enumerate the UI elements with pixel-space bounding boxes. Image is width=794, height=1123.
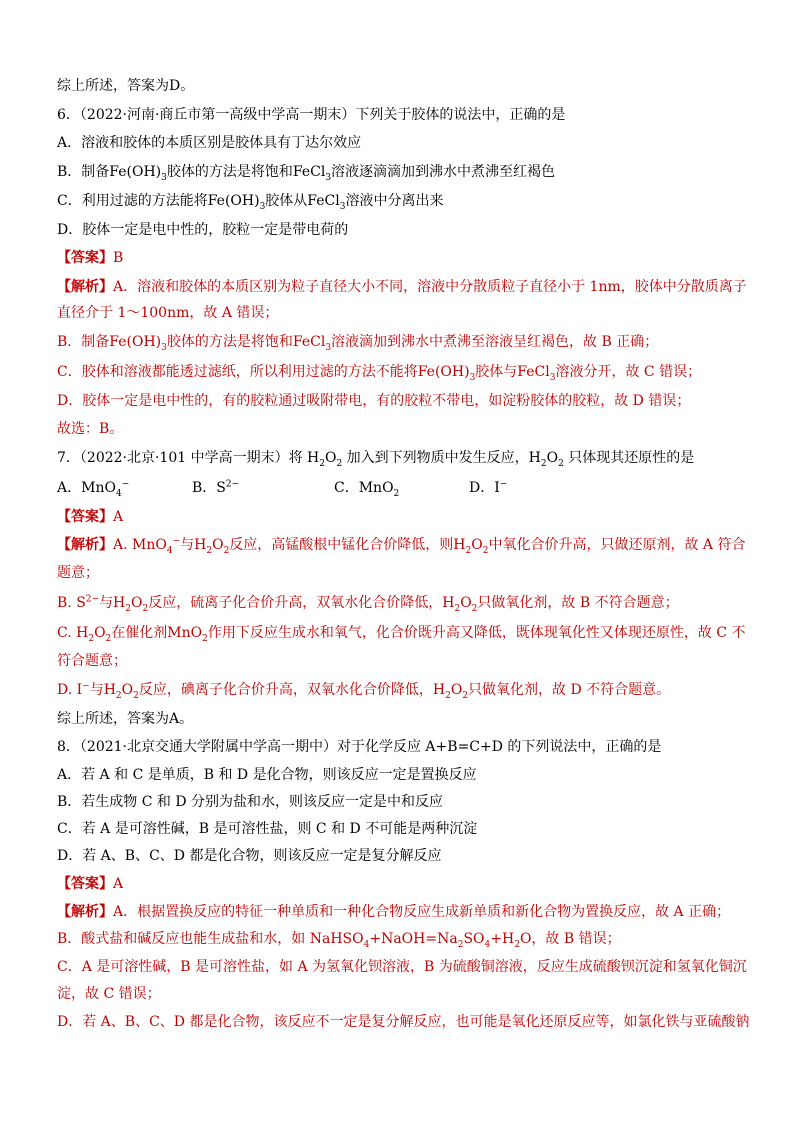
q6-option-b: B．制备$Fe(OH)_3$胶体的方法是将饱和FeCl$_3$溶液逐滴滴加到沸水中煮沸至红褐色 — [57, 164, 556, 183]
q8-analysis-c-line1: C．A 是可溶性碱，B 是可溶性盐，如 A 为氢氧化钡溶液，B 为硫酸铜溶液，反应生成硫酸钡沉淀和氢氧化铜沉 — [57, 959, 747, 975]
q5-conclusion: 综上所述，答案为D。 — [57, 78, 195, 94]
q6-stem: 6．（2022·河南·商丘市第一高级中学高一期末）下列关于胶体的说法中，正确的是 — [57, 107, 566, 123]
q6-analysis-c: C．胶体和溶液都能透过滤纸，所以利用过滤的方法不能将$Fe(OH)_3$胶体与FeCl$_3$溶液分开，故 C 错误； — [57, 364, 702, 383]
q6-option-a: A．溶液和胶体的本质区别是胶体具有丁达尔效应 — [57, 135, 362, 151]
q8-analysis-a: 【解析】A．根据置换反应的特征一种单质和一种化合物反应生成新单质和新化合物为置换反应，故 A 正确； — [57, 904, 731, 920]
q7-option-d: D．I− — [469, 479, 508, 496]
q7-answer: 【答案】A — [57, 509, 124, 525]
analysis-tag: 【解析】 — [57, 279, 113, 295]
answer-tag: 【答案】 — [57, 876, 113, 892]
q8-analysis-d: D．若 A、B、C、D 都是化合物，该反应不一定是复分解反应，也可能是氧化还原反应等，如氯化铁与亚硫酸钠 — [57, 1014, 750, 1030]
q7-analysis-a-line2: 题意； — [57, 565, 99, 581]
q6-analysis-b: B．制备$Fe(OH)_3$胶体的方法是将饱和FeCl$_3$溶液滴加到沸水中煮沸至溶液呈红褐色，故 B 正确； — [57, 334, 659, 353]
q8-option-a: A．若 A 和 C 是单质，B 和 D 是化合物，则该反应一定是置换反应 — [57, 767, 477, 783]
q8-option-c: C．若 A 是可溶性碱，B 是可溶性盐，则 C 和 D 不可能是两种沉淀 — [57, 821, 478, 837]
answer-tag: 【答案】 — [57, 509, 113, 525]
q7-analysis-a-line1: 【解析】A. MnO$_4$−与$H_2O_2$反应，高锰酸根中锰化合价降低，则$H_2O_2$中氧化合价升高，只做还原剂，故 A 符合 — [57, 536, 746, 556]
q7-conclusion: 综上所述，答案为A。 — [57, 711, 194, 727]
q7-analysis-c-line2: 符合题意； — [57, 653, 127, 669]
q7-stem: 7．（2022·北京·101 中学高一期末）将 $H_2O_2$ 加入到下列物质中发生反应，$H_2O_2$ 只体现其还原性的是 — [57, 450, 695, 469]
q6-analysis-d: D．胶体一定是电中性的，有的胶粒通过吸附带电，有的胶粒不带电，如淀粉胶体的胶粒，故 D 错误； — [57, 393, 691, 409]
q6-option-c: C．利用过滤的方法能将$Fe(OH)_3$胶体从FeCl$_3$溶液中分离出来 — [57, 193, 444, 212]
q7-analysis-c-line1: C. $H_2O_2$在催化剂MnO$_2$作用下反应生成水和氧气，化合价既升高又降低，既体现氧化性又体现还原性，故 C 不 — [57, 625, 746, 644]
analysis-tag: 【解析】 — [57, 537, 113, 553]
q8-analysis-c-line2: 淀，故 C 错误； — [57, 986, 161, 1002]
q8-answer: 【答案】A — [57, 876, 124, 892]
q7-option-c: C．MnO$_2$ — [334, 480, 400, 499]
q7-options — [57, 478, 738, 498]
q8-analysis-b: B．酸式盐和碱反应也能生成盐和水，如 $NaHSO_4+NaOH=Na_2SO_4+H_2O$，故 B 错误； — [57, 931, 621, 950]
q8-stem: 8．（2021·北京交通大学附属中学高一期中）对于化学反应 A+B=C+D 的下列说法中，正确的是 — [57, 739, 662, 755]
q8-option-b: B．若生成物 C 和 D 分别为盐和水，则该反应一定是中和反应 — [57, 794, 444, 810]
q7-analysis-b: B. $S^{2-}$与$H_2O_2$反应，硫离子化合价升高，双氧水化合价降低，$H_2O_2$只做氧化剂，故 B 不符合题意； — [57, 594, 679, 614]
q6-analysis-a-line2: 直径介于 1～100nm，故 A 错误； — [57, 305, 279, 321]
q8-option-d: D．若 A、B、C、D 都是化合物，则该反应一定是复分解反应 — [57, 848, 442, 864]
q6-analysis-a-line1: 【解析】A．溶液和胶体的本质区别为粒子直径大小不同，溶液中分散质粒子直径小于 1nm，胶体中分散质离子 — [57, 279, 747, 295]
q7-analysis-d: D. I−与$H_2O_2$反应，碘离子化合价升高，双氧水化合价降低，$H_2O_2$只做氧化剂，故 D 不符合题意。 — [57, 681, 671, 701]
q6-choice: 故选：B。 — [57, 421, 124, 437]
q6-option-d: D．胶体一定是电中性的，胶粒一定是带电荷的 — [57, 222, 349, 238]
q7-option-a: A．MnO$_4$− — [57, 479, 130, 499]
q6-answer: 【答案】B — [57, 250, 124, 266]
q7-option-b: B．$S^{2-}$ — [192, 479, 240, 496]
analysis-tag: 【解析】 — [57, 904, 113, 920]
answer-tag: 【答案】 — [57, 250, 113, 266]
